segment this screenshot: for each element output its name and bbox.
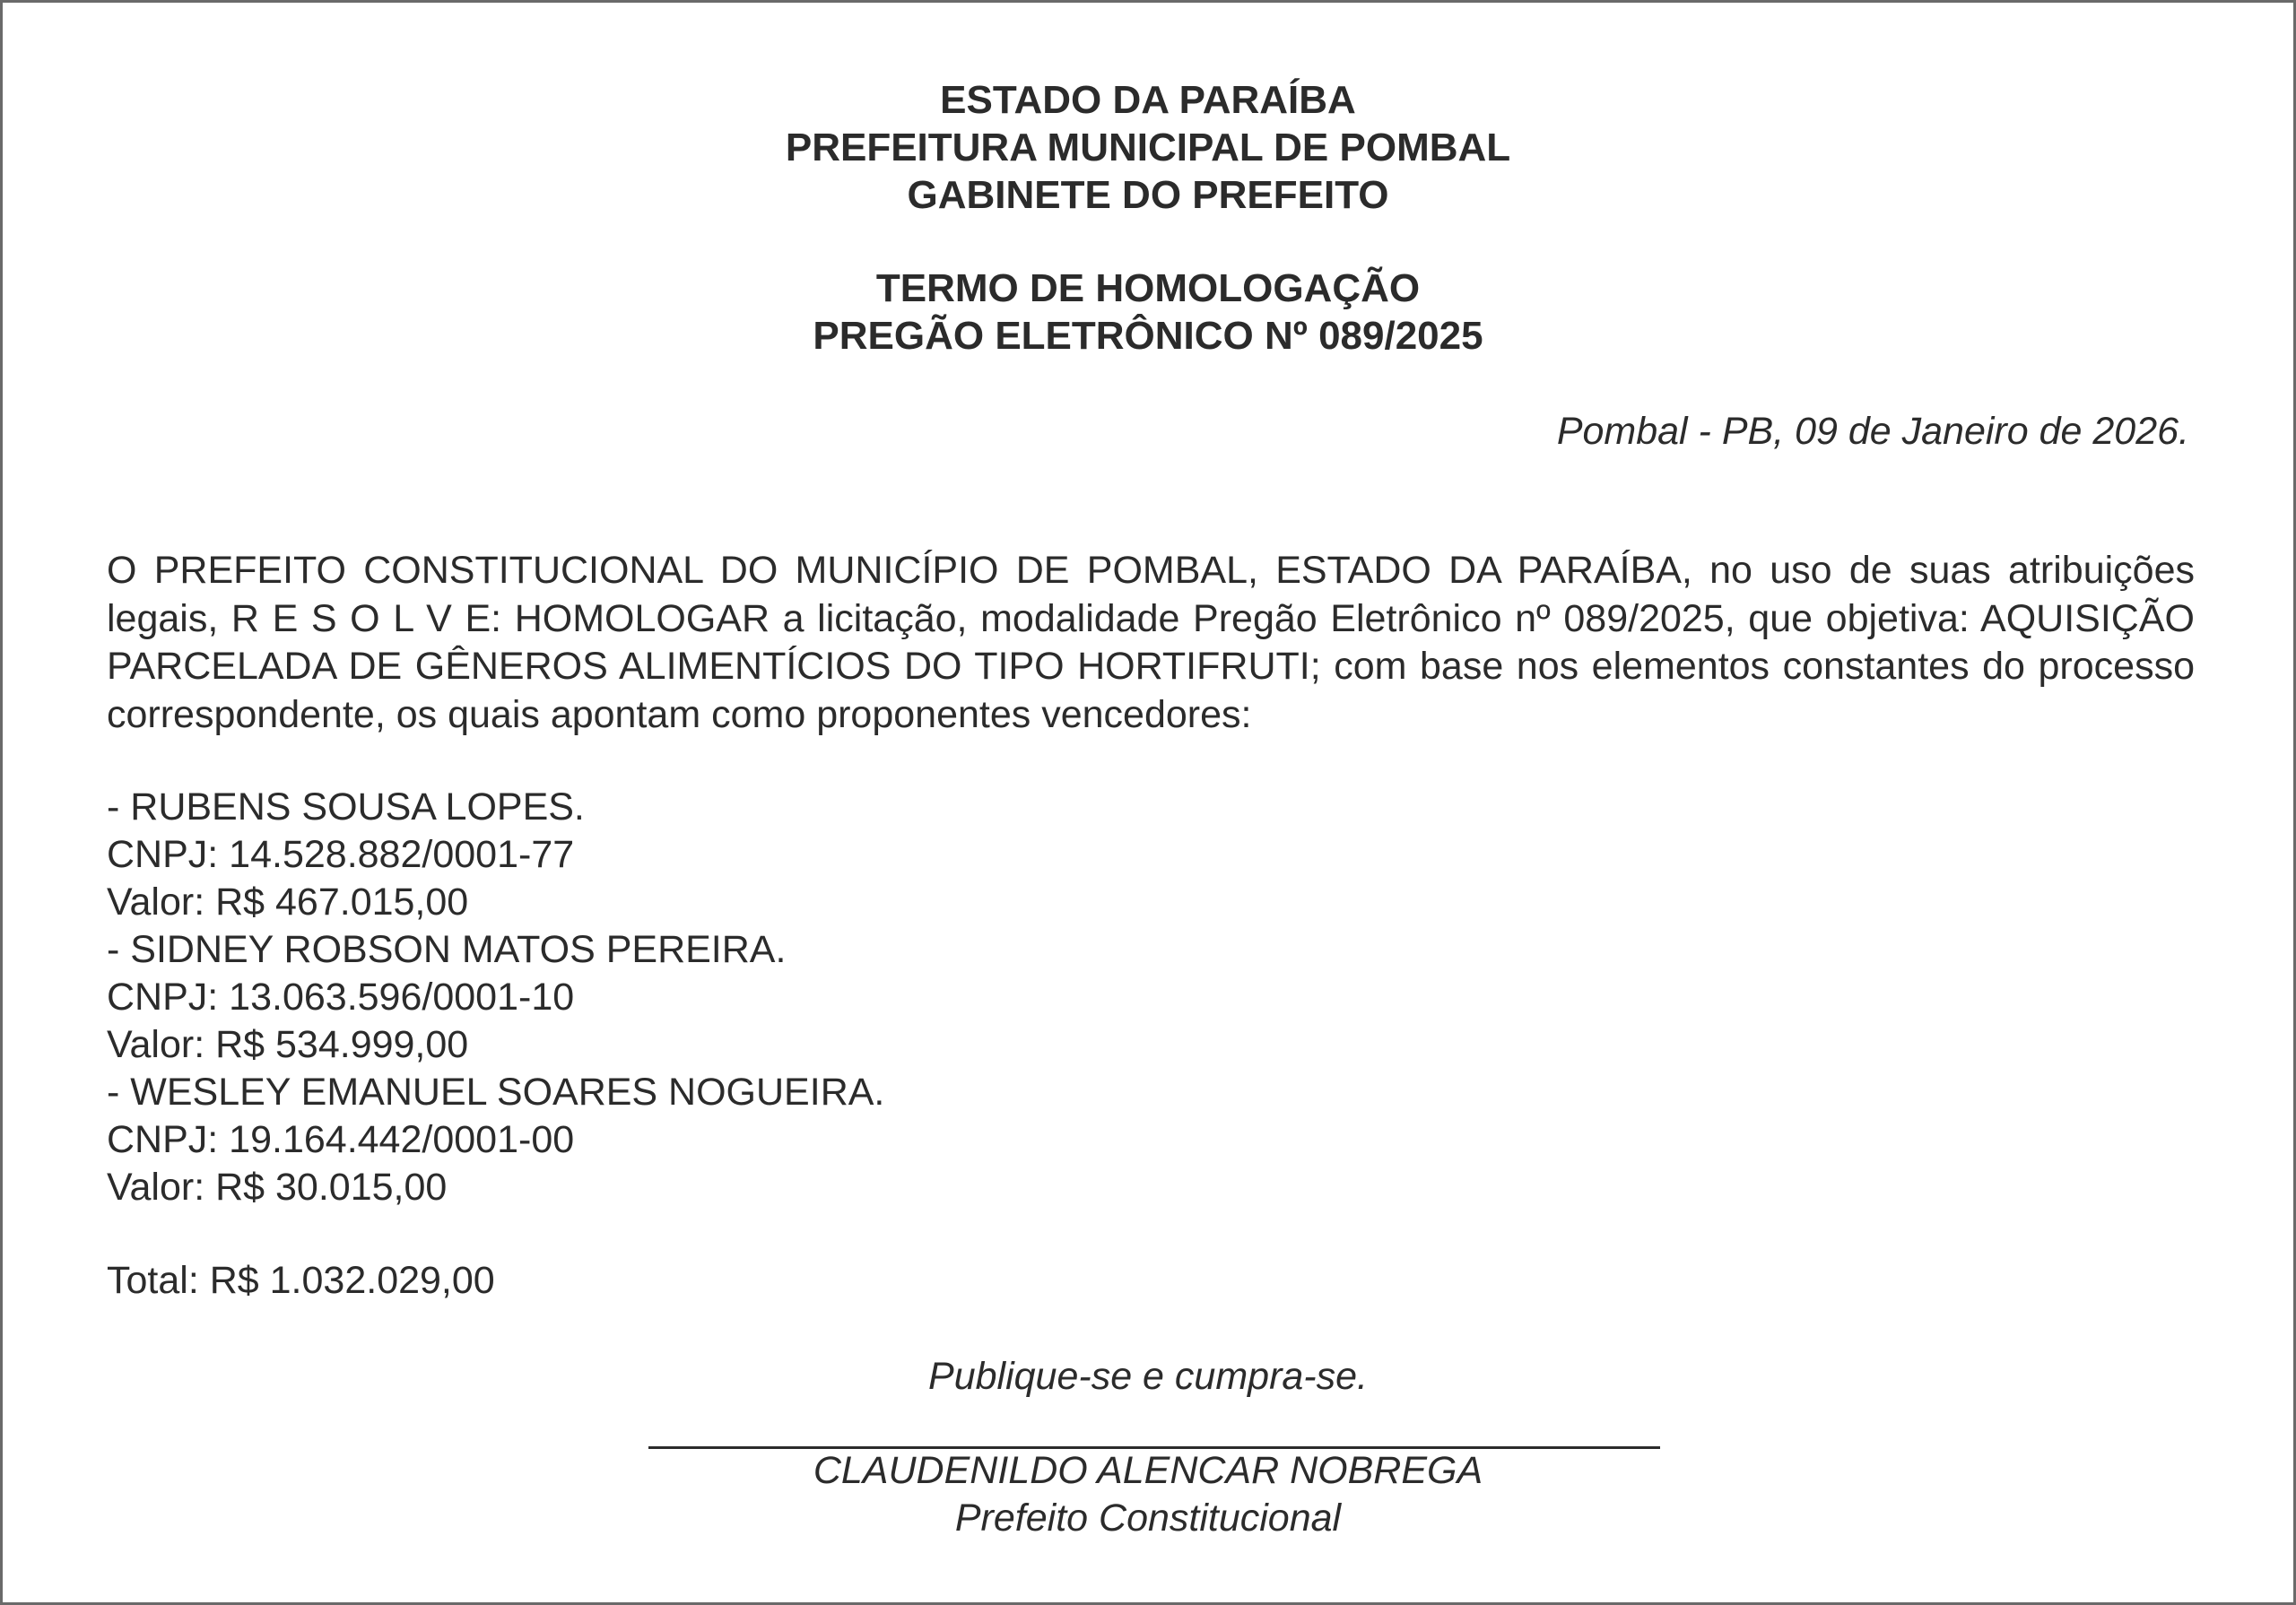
signature-block [3,1447,2293,1542]
signatory-name: CLAUDENILDO ALENCAR NOBREGA [813,1449,1483,1492]
winners-list [107,784,884,1211]
header-state: ESTADO DA PARAÍBA [940,78,1356,122]
document-date: Pombal - PB, 09 de Janeiro de 2026. [1556,410,2189,453]
winner-cnpj: CNPJ: 19.164.442/0001-00 [107,1118,575,1161]
document-header [3,76,2293,219]
winner-name: - RUBENS SOUSA LOPES. [107,785,585,829]
winner-value: Valor: R$ 30.015,00 [107,1166,448,1209]
winner-name: - WESLEY EMANUEL SOARES NOGUEIRA. [107,1071,885,1114]
closing-statement: Publique-se e cumpra-se. [928,1355,1368,1398]
title-term: TERMO DE HOMOLOGAÇÃO [875,266,1421,310]
total-value: Total: R$ 1.032.029,00 [107,1259,495,1302]
header-office: GABINETE DO PREFEITO [907,173,1389,217]
winner-value: Valor: R$ 467.015,00 [107,881,469,924]
winner-name: - SIDNEY ROBSON MATOS PEREIRA. [107,928,787,971]
winner-value: Valor: R$ 534.999,00 [107,1023,469,1066]
title-auction: PREGÃO ELETRÔNICO Nº 089/2025 [813,314,1483,358]
winner-cnpj: CNPJ: 14.528.882/0001-77 [107,833,575,876]
signatory-role: Prefeito Constitucional [954,1497,1342,1540]
winner-cnpj: CNPJ: 13.063.596/0001-10 [107,976,575,1019]
document-title [3,265,2293,360]
header-prefecture: PREFEITURA MUNICIPAL DE POMBAL [785,126,1511,169]
resolution-paragraph: O PREFEITO CONSTITUCIONAL DO MUNICÍPIO DE POMBAL, ESTADO DA PARAÍBA, no uso de suas atribuições legais, R E S O L V E: HOMOLOGAR a licitação, modalidade Pregão Eletrônico nº 089/2025, que objetiva: AQUISIÇÃO PARCELADA DE GÊNEROS ALIMENTÍCIOS DO TIPO HORTIFRUTI; com base nos elementos constantes do processo correspondente, os quais apontam como proponentes vencedores: [107,549,2195,736]
